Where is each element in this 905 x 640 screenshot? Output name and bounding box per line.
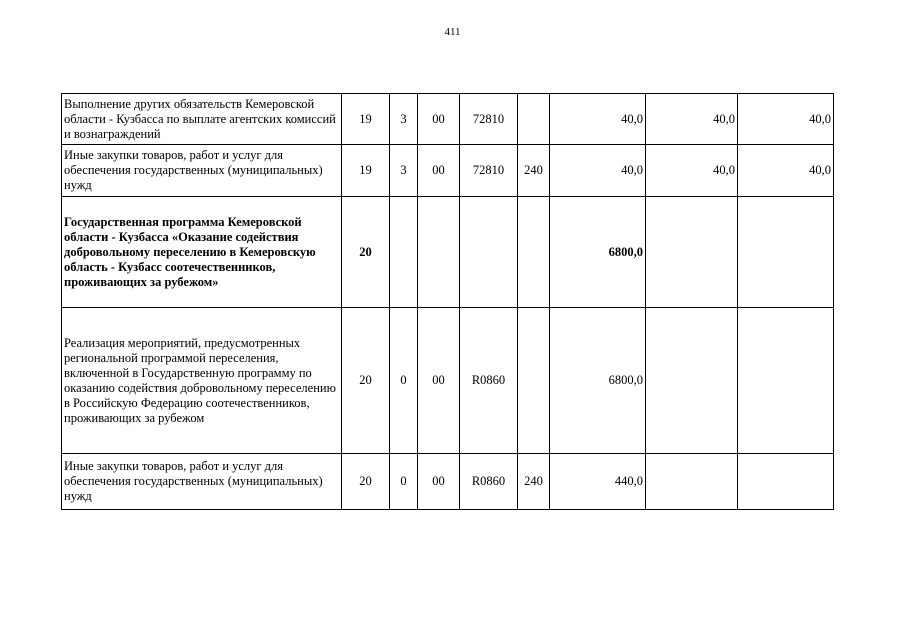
cell-sum-year3: 40,0 [738,94,834,145]
cell-name: Выполнение других обязательств Кемеровской области - Кузбасса по выплате агентских комиссий и вознаграждений [62,94,342,145]
page-number: 411 [444,26,461,38]
cell-expense-code [460,197,518,308]
cell-name: Иные закупки товаров, работ и услуг для обеспечения государственных (муниципальных) нужд [62,145,342,197]
cell-sum-year2: 40,0 [646,145,738,197]
table-row [62,308,834,454]
cell-sum-year1: 6800,0 [550,197,646,308]
cell-direction [418,197,460,308]
cell-expense-type [518,308,550,454]
cell-program: 20 [342,308,390,454]
cell-program: 20 [342,197,390,308]
cell-sum-year3 [738,454,834,510]
cell-expense-type: 240 [518,454,550,510]
cell-name: Реализация мероприятий, предусмотренных региональной программой переселения, включенной в Государственную программу по оказанию содействия добровольному переселению в Российскую Федерацию соотечественников, проживающих за рубежом [62,308,342,454]
cell-subprogram [390,197,418,308]
cell-sum-year1: 40,0 [550,94,646,145]
cell-program: 19 [342,94,390,145]
table-row [62,145,834,197]
cell-expense-code: R0860 [460,308,518,454]
table-row [62,197,834,308]
cell-program: 20 [342,454,390,510]
cell-expense-type: 240 [518,145,550,197]
cell-name: Иные закупки товаров, работ и услуг для обеспечения государственных (муниципальных) нужд [62,454,342,510]
cell-subprogram: 0 [390,454,418,510]
cell-direction: 00 [418,94,460,145]
cell-expense-code: R0860 [460,454,518,510]
cell-subprogram: 3 [390,94,418,145]
cell-sum-year2 [646,197,738,308]
budget-table [61,93,834,510]
cell-sum-year2 [646,454,738,510]
cell-sum-year2: 40,0 [646,94,738,145]
cell-subprogram: 3 [390,145,418,197]
cell-expense-type [518,197,550,308]
cell-name: Государственная программа Кемеровской области - Кузбасса «Оказание содействия добровольному переселению в Кемеровскую область - Кузбасс соотечественников, проживающих за рубежом» [62,197,342,308]
table-row [62,454,834,510]
cell-expense-code: 72810 [460,145,518,197]
cell-direction: 00 [418,145,460,197]
cell-subprogram: 0 [390,308,418,454]
cell-sum-year2 [646,308,738,454]
cell-expense-type [518,94,550,145]
cell-sum-year1: 6800,0 [550,308,646,454]
cell-sum-year3: 40,0 [738,145,834,197]
cell-direction: 00 [418,454,460,510]
cell-expense-code: 72810 [460,94,518,145]
cell-direction: 00 [418,308,460,454]
cell-sum-year1: 440,0 [550,454,646,510]
cell-program: 19 [342,145,390,197]
cell-sum-year1: 40,0 [550,145,646,197]
cell-sum-year3 [738,197,834,308]
table-row [62,94,834,145]
cell-sum-year3 [738,308,834,454]
